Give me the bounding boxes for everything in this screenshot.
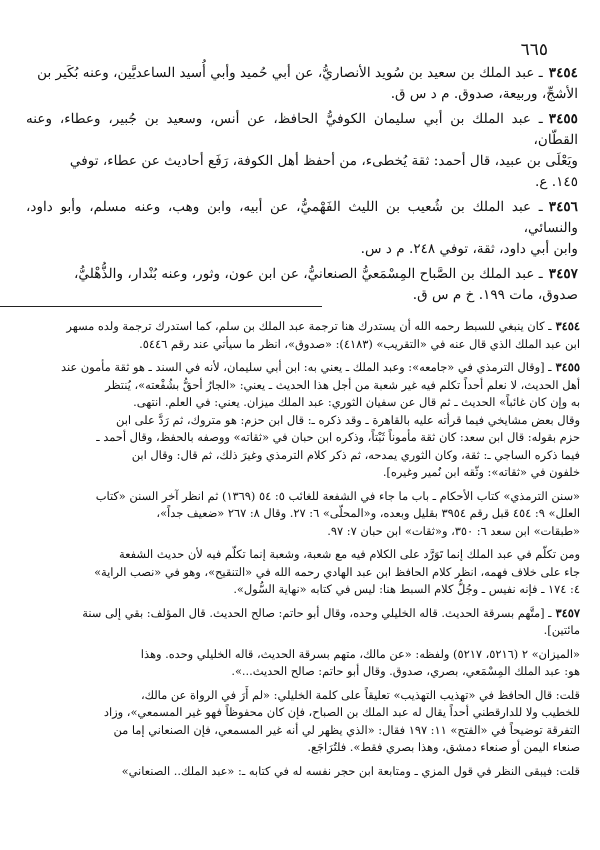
footnote-line: [18, 377, 580, 395]
entry-line: [26, 197, 578, 239]
entry-text: الأشجِّ، وربيعة، صدوق. م د س ق.: [390, 86, 578, 102]
footnote-line: [18, 722, 580, 740]
footnote-text: هو: عبد الملك المِسْمَعي، بصري، صدوق. وقال أبو حاتم: صالح الحديث...».: [231, 664, 580, 678]
footnote-line: [18, 605, 580, 623]
entry-text: ـ عبد الملك بن سعيد بن سُويد الأنصاريُّ، عن أبي حُميد وأبي أُسيد الساعديَّين، وعنه بُكَير بن: [37, 65, 543, 81]
entry-line: [26, 264, 578, 285]
footnote-text: ـ كان ينبغي للسبط رحمه الله أن يستدرك هنا ترجمة عبد الملك بن سلم، كما استدرك ترجمة ولده مسهر: [66, 319, 552, 333]
entry-number: ٣٤٥٦: [548, 199, 578, 215]
footnote-line: [18, 546, 580, 564]
footnote-text: مائتين].: [543, 623, 580, 637]
entry-line: [26, 84, 578, 105]
footnote: [18, 318, 580, 353]
footnote-text: أهل الحديث، لا نعلم أحداً تكلم فيه غير شعبة من أجل هذا الحديث ـ يعني: «الجارُ أحقُّ بشُفْعته»، يُنتظر: [105, 377, 580, 392]
entry-text: ـ عبد الملك بن أبي سليمان الكوفيُّ الحافظ، عن أنس، وسعيد بن جُبير، وعطاء، وعنه القطّان،: [26, 111, 578, 148]
footnote-line: [18, 663, 580, 681]
footnote-line: [18, 318, 580, 336]
footnote-line: [18, 581, 580, 599]
entry-line: [26, 63, 578, 84]
footnote-text: «سنن الترمذي» كتاب الأحكام ـ باب ما جاء في الشفعة للغائب ٥: ٥٤ (١٣٦٩) ثم انظر آخر السنن «كتاب: [95, 488, 580, 503]
footnote-text: «الميزان» ٢ (٥٢١٦، ٥٢١٧) ولفظه: «عن مالك، متهم بسرقة الحديث، قاله الخليلي وحده. وهذا: [140, 646, 580, 661]
footnote-line: [18, 687, 580, 705]
footnote: [18, 646, 580, 681]
footnote-line: [18, 704, 580, 722]
footnote: [18, 605, 580, 640]
footnote-line: [18, 412, 580, 430]
entry-number: ٣٤٥٤: [548, 65, 578, 81]
footnote-text: خلفون في «ثقاته»: وثّقه ابن نُمير وغيره].: [382, 465, 580, 479]
footnote-text: «طبقات» ابن سعد ٦: ٣٥٠، و«ثقات» ابن حبان ٧: ٩٧.: [327, 523, 580, 538]
footnote-line: [18, 464, 580, 482]
entry-line: [26, 172, 578, 193]
footnote-text: ـ [وقال الترمذي في «جامعه»: وعبد الملك ـ يعني به: ابن أبي سليمان، لأنه في السند ـ هو ثقة مأمون عند: [60, 360, 552, 374]
entry: [26, 109, 578, 193]
footnote-line: [18, 429, 580, 447]
page-number: ٦٦٥: [520, 40, 548, 60]
footnote-text: جاء على خلاف فهمه، انظر كلام الحافظ ابن عبد الهادي رحمه الله في «التنقيح»، وهو في «نصب الراية»: [94, 564, 580, 579]
entry-text: ـ عبد الملك بن شُعيب بن الليث الفَهْميُّ، عن أبيه، وابن وهب، وعنه مسلم، وأبو داود، والنسائي،: [26, 199, 578, 236]
footnote-line: [18, 505, 580, 523]
footnote-text: ابن عبد الملك الذي قال عنه في «التقريب» (٤١٨٣): «صدوق»، انظر ما سيأتي عند رقم ٥٤٤٦.: [139, 336, 580, 351]
footnote-text: العلل» ٩: ٤٥٤ قبل رقم ٣٩٥٤ بقليل وبعده، و«المحلّى» ٦: ٢٧. وقال ٨: ٢٦٧ «ضعيف جداً»،: [156, 506, 580, 520]
footnote-line: [18, 739, 580, 757]
footnote: [18, 546, 580, 599]
footnote-line: [18, 763, 580, 781]
entry-line: [26, 285, 578, 306]
footnote-text: ٤: ١٧٤ ـ فإنه نفيس ـ وجُلُّ كلام السبط هنا: ليس في كتابه «نهاية السُّول».: [233, 582, 580, 596]
entry-line: [26, 109, 578, 151]
footnote-text: قلت: فيبقى النظر في قول المزي ـ ومتابعة ابن حجر نفسه له في كتابه ـ: «عبد الملك.. الصنعاني»: [121, 763, 580, 778]
footnote-text: به وإن كان غائباً» الحديث ـ ثم قال عن سفيان الثوري: عبد الملك ميزان. يعني: في العلم. انتهى.: [133, 395, 580, 409]
footnote-text: التفرقة توضيحاً في «الفتح» ١١: ١٩٧ فقال: «الذي يظهر لي أنه غير المسمعي، فإن الصنعاني إما من: [113, 722, 580, 737]
footnote-text: للخطيب ولا للدارقطني أحداً يقال له عبد الملك بن الصباح، فإن كان محفوظاً فهو غير المسمعي»، وزاد: [103, 705, 580, 719]
footnote-line: [18, 564, 580, 582]
entry-text: وابن أبي داود، ثقة، توفي ٢٤٨. م د س.: [360, 241, 578, 257]
footnote-text: ـ [متَّهم بسرقة الحديث. قاله الخليلي وحده، وقال أبو حاتم: صالح الحديث. قال المؤلف: بقي إلى سنة: [82, 605, 552, 620]
footnote-separator: [0, 306, 322, 307]
entry-text: ـ عبد الملك بن الصَّباح المِسْمَعيُّ الصنعانيُّ، عن ابن عون، وثور، وعنه بُنْدار، والذُّهْليُّ،: [74, 266, 543, 282]
entry-text: صدوق، مات ١٩٩. خ م س ق.: [412, 287, 578, 303]
footnote-line: [18, 488, 580, 506]
footnote: [18, 763, 580, 781]
footnote: [18, 687, 580, 757]
footnote-text: ومن تكلّم في عبد الملك إنما تَوَرَّد على الكلام فيه مع شعبة، وشعبة إنما تكلّم فيه لأن حديث الشفعة: [119, 547, 580, 561]
footnote-text: فيما ذكره الساجي ـ: ثقة، وكان الثوري يمدحه، ثم ذكر كلام الترمذي وغيرَ ذلك، ثم قال: وقال ابن: [131, 447, 580, 462]
entry: [26, 63, 578, 105]
footnote-text: صنعاء اليمن أو صنعاء دمشق، وهذا بصري فقط». فلتُرَاجَع.: [307, 740, 580, 754]
footnote: [18, 488, 580, 541]
footnote: [18, 359, 580, 482]
footnote-text: وقال بعض مشايخي فيما قرأته عليه بالقاهرة ـ وقد ذكره ـ: قال ابن حزم: هو متروك، ثم رَدَّ على ابن: [116, 412, 580, 427]
footnote-line: [18, 336, 580, 354]
footnote-line: [18, 394, 580, 412]
entry: [26, 264, 578, 306]
footnote-line: [18, 622, 580, 640]
footnote-number: ٣٤٥٥: [555, 360, 580, 374]
entry-text: ويَعْلَى بن عبيد، قال أحمد: ثقة يُخطىء، من أحفظ أهل الكوفة، رَفَع أحاديث عن عطاء، توفي: [69, 153, 578, 169]
entry-text: ١٤٥. ع.: [535, 174, 578, 190]
footnote-line: [18, 523, 580, 541]
main-entries: [26, 63, 578, 310]
footnote-number: ٣٤٥٤: [555, 319, 580, 333]
entry-number: ٣٤٥٧: [548, 266, 578, 282]
entry-number: ٣٤٥٥: [548, 111, 578, 127]
footnotes: [18, 318, 580, 786]
footnote-line: [18, 359, 580, 377]
footnote-number: ٣٤٥٧: [555, 605, 580, 620]
footnote-text: حزم بقوله: قال ابن سعد: كان ثقة مأموناً ثَبْتاً، وذكره ابن حبان في «ثقاته» ووصفه بالحفظ، وقال أحمد ـ: [96, 430, 580, 444]
entry-line: [26, 239, 578, 260]
footnote-text: قلت: قال الحافظ في «تهذيب التهذيب» تعليقاً على كلمة الخليلي: «لم أَرَ في الرواة عن مالك،: [140, 687, 580, 702]
footnote-line: [18, 646, 580, 664]
entry: [26, 197, 578, 260]
footnote-line: [18, 447, 580, 465]
entry-line: [26, 151, 578, 172]
